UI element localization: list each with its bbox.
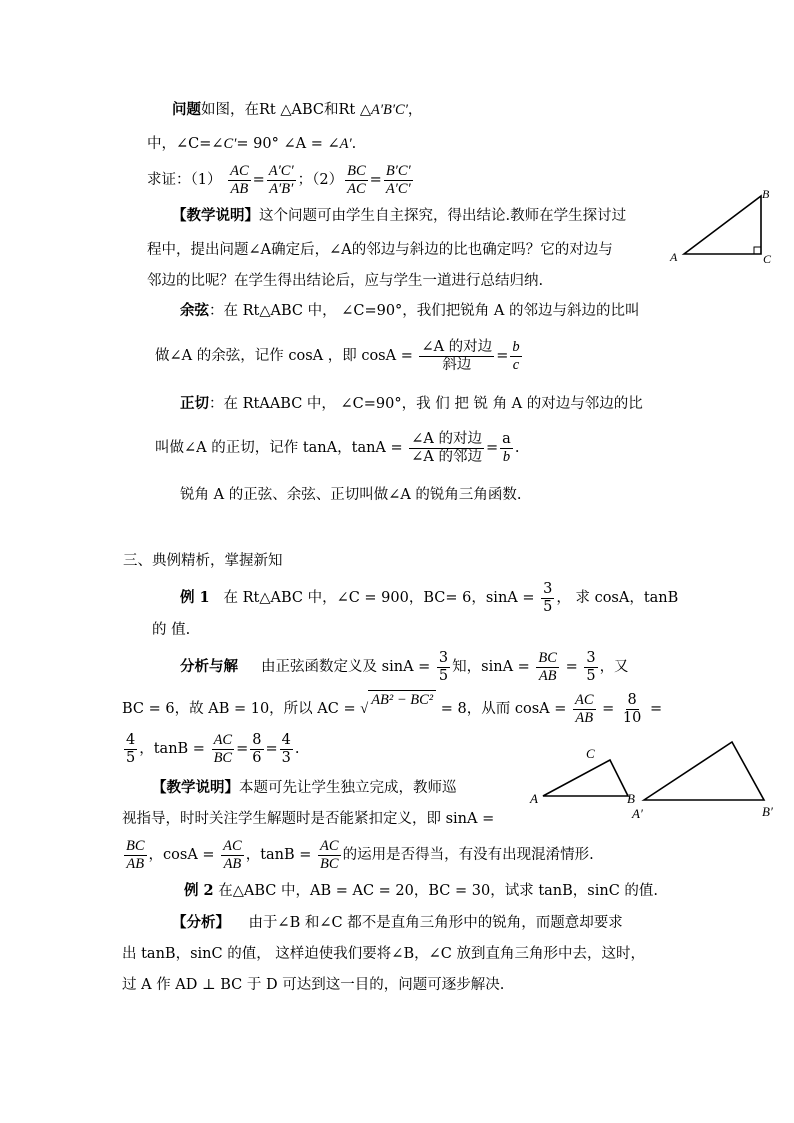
section-heading: 三、典例精析，掌握新知 [123, 553, 283, 569]
summary: 锐角 A 的正弦、余弦、正切叫做∠A 的锐角三角函数. [180, 487, 522, 503]
fraction: $\frac{4}{3}$ [281, 731, 291, 766]
note1-line-1: 【教学说明】这个问题可由学生自主探究，得出结论.教师在学生探讨过 [172, 207, 627, 224]
fraction: $\frac{3}{5}$ [586, 649, 596, 684]
fraction: $\frac{3}{5}$ [438, 649, 449, 684]
fraction: $\frac{b}{c}$ [512, 338, 520, 373]
fraction: $\frac{BC}{AC}$ [347, 162, 366, 197]
vertex-label-c: C [586, 746, 595, 761]
vertex-label-b: B [762, 187, 770, 201]
fraction: $\frac{\text{∠A 的对边}}{\text{∠A 的邻边}}$ [411, 430, 483, 465]
analysis2-line-1: 【分析】 由于∠B 和∠C 都不是直角三角形中的锐角，而题意却要求 [172, 914, 623, 931]
fraction: $\frac{8}{10}$ [622, 691, 642, 726]
vertex-label-a-prime: A′ [632, 806, 643, 821]
fraction: $\frac{a}{b}$ [502, 430, 511, 465]
analysis1-line-2: BC = 6，故 AB = 10，所以 AC = √ AB² − BC² = 8，从而 cosA = $\frac{AC}{AB}$ = $\frac{8}{10}$ = [122, 690, 662, 728]
analysis1-line-1: 分析与解 由正弦函数定义及 sinA = $\frac{3}{5}$ 知，sinA = $\frac{BC}{AB}$ = $\frac{3}{5}$ ，又 [180, 649, 629, 684]
fraction: $\frac{4}{5}$ [126, 731, 136, 766]
note2-line-1: 【教学说明】本题可先让学生独立完成，教师巡 [152, 779, 457, 796]
problem-line-2: 中，∠C=∠C′= 90° ∠A = ∠A′. [147, 136, 357, 152]
fraction: $\frac{8}{6}$ [252, 731, 262, 766]
fraction: $\frac{BC}{AB}$ [126, 837, 145, 872]
fraction: $\frac{\text{∠A 的对边}}{\text{斜边}}$ [421, 338, 493, 373]
fraction: $\frac{3}{5}$ [543, 580, 553, 615]
problem-label: 问题 [172, 101, 201, 118]
tangent-def-line-2: 叫做∠A 的正切，记作 tanA，tanA = $\frac{\text{∠A 的对边}}{\text{∠A 的邻边}}$ = $\frac{a}{b}$ . [155, 430, 520, 465]
triangle-a-prime-b-prime-figure [628, 734, 788, 824]
square-root: √ AB² − BC² [360, 690, 436, 728]
analysis1-line-3: $\frac{4}{5}$ ，tanB = $\frac{AC}{BC}$ = $\frac{8}{6}$ = $\frac{4}{3}$ . [126, 731, 300, 766]
note1-line-3: 邻边的比呢？在学生得出结论后，应与学生一道进行总结归纳. [147, 273, 544, 289]
triangle-abc-figure [525, 740, 645, 810]
vertex-label-a: A [670, 250, 678, 264]
vertex-label-a: A [530, 791, 538, 806]
analysis2-line-2: 出 tanB，sinC 的值， 这样迫使我们要将∠B，∠C 放到直角三角形中去，这时， [122, 946, 645, 962]
fraction: $\frac{B'C'}{A'C'}$ [385, 162, 411, 197]
note2-line-2: 视指导，时时关注学生解题时是否能紧扣定义，即 sinA = [122, 811, 495, 827]
fraction: $\frac{A'C'}{A'B'}$ [268, 162, 294, 197]
fraction: $\frac{BC}{AB}$ [538, 649, 557, 684]
vertex-label-b-prime: B′ [762, 804, 773, 819]
vertex-label-b: B [627, 791, 635, 806]
right-triangle-figure [666, 186, 778, 266]
example1-line-1: 例 1 在 Rt△ABC 中，∠C = 900，BC= 6，sinA = $\frac{3}{5}$ ， 求 cosA，tanB [180, 580, 679, 615]
tangent-def-line-1: 正切：在 RtAABC 中， ∠C=90°，我 们 把 锐 角 A 的对边与邻边的比 [180, 395, 643, 412]
vertex-label-c: C [763, 252, 772, 266]
fraction: $\frac{AC}{AB}$ [230, 162, 249, 197]
analysis2-line-3: 过 A 作 AD ⊥ BC 于 D 可达到这一目的，问题可逐步解决. [122, 977, 505, 993]
example1-line-2: 的 值. [152, 622, 191, 638]
problem-prove: 求证：（1） $\frac{AC}{AB}$ = $\frac{A'C'}{A'B'}$ ；（2） $\frac{BC}{AC}$ = $\frac{B'C'}{A'C'}$ [147, 162, 411, 197]
cosine-def-line-1: 余弦：在 Rt△ABC 中， ∠C=90°，我们把锐角 A 的邻边与斜边的比叫 [180, 302, 640, 319]
note1-line-2: 程中，提出问题∠A确定后，∠A的邻边与斜边的比也确定吗？它的对边与 [147, 242, 613, 258]
fraction: $\frac{AC}{AB}$ [575, 691, 594, 726]
fraction: $\frac{AC}{AB}$ [223, 837, 242, 872]
example2-line: 例 2 在△ABC 中，AB = AC = 20，BC = 30，试求 tanB，sinC 的值. [184, 882, 659, 899]
fraction: $\frac{AC}{BC}$ [213, 731, 233, 766]
cosine-def-line-2: 做∠A 的余弦，记作 cosA ，即 cosA = $\frac{\text{∠A 的对边}}{\text{斜边}}$ = $\frac{b}{c}$ [155, 338, 520, 373]
note2-line-3: $\frac{BC}{AB}$ ，cosA = $\frac{AC}{AB}$ ，tanB = $\frac{AC}{BC}$ 的运用是否得当，有没有出现混淆情形. [126, 837, 594, 872]
fraction: $\frac{AC}{BC}$ [320, 837, 339, 872]
problem-line-1: 问题如图，在Rt △ABC和Rt △A′B′C′， [172, 101, 423, 118]
